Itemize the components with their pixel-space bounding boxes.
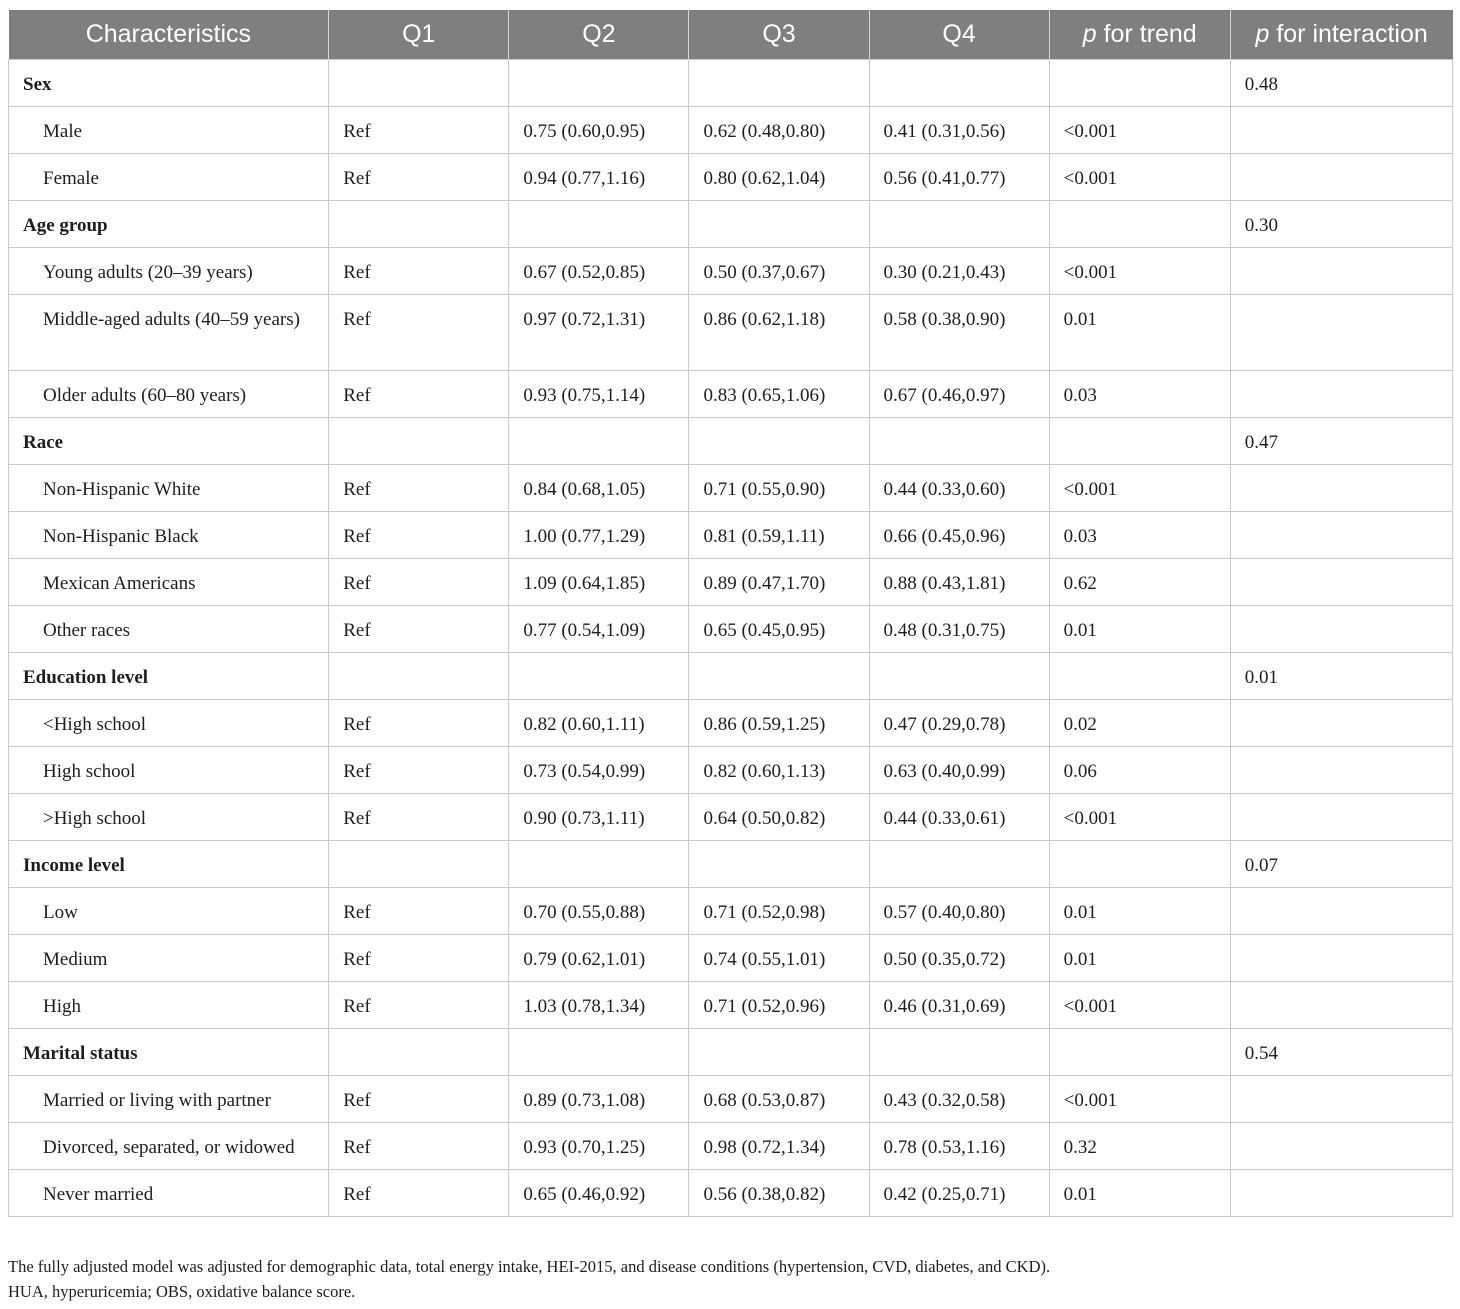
- table-cell: Ref: [329, 154, 509, 201]
- table-cell: 0.98 (0.72,1.34): [689, 1123, 869, 1170]
- table-cell: 0.77 (0.54,1.09): [509, 606, 689, 653]
- table-cell: <0.001: [1049, 794, 1230, 841]
- table-cell: [869, 1029, 1049, 1076]
- table-cell: 0.43 (0.32,0.58): [869, 1076, 1049, 1123]
- table-cell: 0.68 (0.53,0.87): [689, 1076, 869, 1123]
- table-cell: 0.02: [1049, 700, 1230, 747]
- column-header-3: [689, 10, 869, 60]
- table-cell: 0.73 (0.54,0.99): [509, 747, 689, 794]
- table-cell: [1230, 248, 1452, 295]
- column-header-label: Q4: [942, 20, 976, 48]
- row-label: Middle-aged adults (40–59 years): [9, 295, 329, 371]
- table-cell: 0.82 (0.60,1.13): [689, 747, 869, 794]
- table-cell: 0.89 (0.47,1.70): [689, 559, 869, 606]
- table-cell: 0.56 (0.41,0.77): [869, 154, 1049, 201]
- table-cell: [1230, 559, 1452, 606]
- table-cell: <0.001: [1049, 465, 1230, 512]
- table-cell: 0.01: [1049, 935, 1230, 982]
- table-cell: [869, 653, 1049, 700]
- column-header-label: Q1: [402, 20, 436, 48]
- table-cell: 0.64 (0.50,0.82): [689, 794, 869, 841]
- table-cell: [1230, 107, 1452, 154]
- table-cell: [1049, 1029, 1230, 1076]
- table-cell: 0.74 (0.55,1.01): [689, 935, 869, 982]
- table-cell: 0.62 (0.48,0.80): [689, 107, 869, 154]
- table-row: [9, 371, 1453, 418]
- row-label: Low: [9, 888, 329, 935]
- table-cell: [689, 841, 869, 888]
- column-header-label: Q3: [762, 20, 796, 48]
- table-cell: Ref: [329, 794, 509, 841]
- table-cell: 0.47 (0.29,0.78): [869, 700, 1049, 747]
- column-header-0: [9, 10, 329, 60]
- table-cell: 0.42 (0.25,0.71): [869, 1170, 1049, 1217]
- table-cell: [689, 1029, 869, 1076]
- table-row: [9, 1170, 1453, 1217]
- table-cell: 0.70 (0.55,0.88): [509, 888, 689, 935]
- table-body: [9, 60, 1453, 1217]
- table-cell: 0.65 (0.45,0.95): [689, 606, 869, 653]
- table-cell: 0.66 (0.45,0.96): [869, 512, 1049, 559]
- table-cell: [1230, 794, 1452, 841]
- table-cell: Ref: [329, 1123, 509, 1170]
- table-cell: 0.50 (0.37,0.67): [689, 248, 869, 295]
- table-cell: [689, 418, 869, 465]
- row-label: <High school: [9, 700, 329, 747]
- table-cell: <0.001: [1049, 107, 1230, 154]
- table-footnotes: [8, 1254, 1453, 1304]
- table-row: [9, 700, 1453, 747]
- table-cell: Ref: [329, 559, 509, 606]
- table-cell: 0.67 (0.46,0.97): [869, 371, 1049, 418]
- table-row: [9, 888, 1453, 935]
- table-cell: [1230, 606, 1452, 653]
- table-cell: 0.01: [1230, 653, 1452, 700]
- table-cell: [509, 653, 689, 700]
- table-cell: 0.01: [1049, 888, 1230, 935]
- table-cell: Ref: [329, 512, 509, 559]
- group-row: [9, 60, 1453, 107]
- row-label: Female: [9, 154, 329, 201]
- table-cell: [509, 201, 689, 248]
- results-table-container: [8, 10, 1453, 1217]
- table-cell: [869, 841, 1049, 888]
- column-header-label: Characteristics: [85, 20, 252, 48]
- table-cell: [1049, 841, 1230, 888]
- table-cell: 0.32: [1049, 1123, 1230, 1170]
- column-header-5: [1049, 10, 1230, 60]
- table-cell: 0.44 (0.33,0.60): [869, 465, 1049, 512]
- table-cell: <0.001: [1049, 1076, 1230, 1123]
- table-cell: [329, 1029, 509, 1076]
- table-row: [9, 559, 1453, 606]
- table-cell: <0.001: [1049, 982, 1230, 1029]
- row-label: Mexican Americans: [9, 559, 329, 606]
- table-row: [9, 512, 1453, 559]
- row-label: Marital status: [9, 1029, 329, 1076]
- row-label: Non-Hispanic White: [9, 465, 329, 512]
- row-label: Age group: [9, 201, 329, 248]
- table-cell: [1230, 371, 1452, 418]
- column-header-label: for trend: [1096, 20, 1197, 48]
- column-header-6: [1230, 10, 1452, 60]
- table-row: [9, 154, 1453, 201]
- table-cell: [1049, 418, 1230, 465]
- table-cell: [689, 653, 869, 700]
- table-cell: Ref: [329, 606, 509, 653]
- table-cell: 0.86 (0.62,1.18): [689, 295, 869, 371]
- table-cell: 0.01: [1049, 1170, 1230, 1217]
- table-cell: 0.47: [1230, 418, 1452, 465]
- table-cell: [1230, 465, 1452, 512]
- table-cell: 0.90 (0.73,1.11): [509, 794, 689, 841]
- table-cell: 0.30 (0.21,0.43): [869, 248, 1049, 295]
- table-cell: [509, 1029, 689, 1076]
- table-cell: Ref: [329, 700, 509, 747]
- table-cell: 0.57 (0.40,0.80): [869, 888, 1049, 935]
- footnote-adjustment: The fully adjusted model was adjusted for demographic data, total energy intake, HEI-2015, and disease conditions (hypertension, CVD, diabetes, and CKD).: [8, 1257, 1051, 1276]
- table-cell: <0.001: [1049, 248, 1230, 295]
- row-label: High: [9, 982, 329, 1029]
- table-cell: 0.93 (0.75,1.14): [509, 371, 689, 418]
- table-cell: 0.75 (0.60,0.95): [509, 107, 689, 154]
- table-cell: [1230, 1170, 1452, 1217]
- table-cell: [1049, 653, 1230, 700]
- table-row: [9, 1076, 1453, 1123]
- table-cell: 0.01: [1049, 295, 1230, 371]
- row-label: Sex: [9, 60, 329, 107]
- table-cell: 0.46 (0.31,0.69): [869, 982, 1049, 1029]
- table-cell: 0.30: [1230, 201, 1452, 248]
- table-cell: 0.50 (0.35,0.72): [869, 935, 1049, 982]
- table-cell: 1.09 (0.64,1.85): [509, 559, 689, 606]
- table-cell: Ref: [329, 982, 509, 1029]
- table-cell: Ref: [329, 295, 509, 371]
- table-cell: 0.48: [1230, 60, 1452, 107]
- table-cell: [689, 201, 869, 248]
- table-cell: [1230, 982, 1452, 1029]
- table-cell: 0.94 (0.77,1.16): [509, 154, 689, 201]
- footnote-abbreviations: HUA, hyperuricemia; OBS, oxidative balance score.: [8, 1282, 356, 1301]
- table-cell: 0.56 (0.38,0.82): [689, 1170, 869, 1217]
- table-row: [9, 295, 1453, 371]
- group-row: [9, 841, 1453, 888]
- table-cell: 0.01: [1049, 606, 1230, 653]
- table-cell: 0.03: [1049, 512, 1230, 559]
- row-label: Non-Hispanic Black: [9, 512, 329, 559]
- table-row: [9, 747, 1453, 794]
- column-header-4: [869, 10, 1049, 60]
- table-cell: 0.71 (0.52,0.96): [689, 982, 869, 1029]
- table-row: [9, 794, 1453, 841]
- group-row: [9, 1029, 1453, 1076]
- row-label: Income level: [9, 841, 329, 888]
- table-cell: 0.03: [1049, 371, 1230, 418]
- table-cell: [1230, 295, 1452, 371]
- table-cell: 0.82 (0.60,1.11): [509, 700, 689, 747]
- group-row: [9, 418, 1453, 465]
- table-cell: [1230, 935, 1452, 982]
- table-cell: [1230, 154, 1452, 201]
- table-cell: [1230, 888, 1452, 935]
- table-cell: 0.41 (0.31,0.56): [869, 107, 1049, 154]
- row-label: Divorced, separated, or widowed: [9, 1123, 329, 1170]
- table-cell: 0.83 (0.65,1.06): [689, 371, 869, 418]
- table-cell: [509, 841, 689, 888]
- table-cell: 0.79 (0.62,1.01): [509, 935, 689, 982]
- table-cell: [869, 201, 1049, 248]
- table-cell: <0.001: [1049, 154, 1230, 201]
- table-cell: 0.93 (0.70,1.25): [509, 1123, 689, 1170]
- table-cell: [689, 60, 869, 107]
- table-cell: [869, 60, 1049, 107]
- table-cell: [1230, 1076, 1452, 1123]
- table-cell: 0.89 (0.73,1.08): [509, 1076, 689, 1123]
- table-cell: 0.86 (0.59,1.25): [689, 700, 869, 747]
- column-header-label: Q2: [582, 20, 616, 48]
- table-cell: [329, 60, 509, 107]
- group-row: [9, 653, 1453, 700]
- table-cell: Ref: [329, 747, 509, 794]
- table-cell: Ref: [329, 465, 509, 512]
- table-cell: 0.84 (0.68,1.05): [509, 465, 689, 512]
- table-cell: 0.71 (0.52,0.98): [689, 888, 869, 935]
- table-cell: [1230, 1123, 1452, 1170]
- column-header-label: for interaction: [1269, 20, 1428, 48]
- table-cell: [1049, 60, 1230, 107]
- column-header-2: [509, 10, 689, 60]
- table-cell: [1230, 700, 1452, 747]
- table-cell: Ref: [329, 1170, 509, 1217]
- table-row: [9, 107, 1453, 154]
- column-header-italic: p: [1255, 20, 1270, 48]
- table-row: [9, 1123, 1453, 1170]
- table-cell: 1.03 (0.78,1.34): [509, 982, 689, 1029]
- table-cell: 0.07: [1230, 841, 1452, 888]
- table-cell: [1230, 512, 1452, 559]
- table-cell: [869, 418, 1049, 465]
- row-label: Education level: [9, 653, 329, 700]
- table-row: [9, 935, 1453, 982]
- header-row: [9, 10, 1453, 60]
- table-cell: 0.78 (0.53,1.16): [869, 1123, 1049, 1170]
- table-cell: [1230, 747, 1452, 794]
- table-cell: Ref: [329, 107, 509, 154]
- group-row: [9, 201, 1453, 248]
- table-cell: 0.65 (0.46,0.92): [509, 1170, 689, 1217]
- table-cell: Ref: [329, 888, 509, 935]
- row-label: Race: [9, 418, 329, 465]
- table-cell: [329, 418, 509, 465]
- table-cell: Ref: [329, 248, 509, 295]
- table-cell: [329, 201, 509, 248]
- table-row: [9, 248, 1453, 295]
- table-row: [9, 606, 1453, 653]
- table-cell: 0.54: [1230, 1029, 1452, 1076]
- column-header-1: [329, 10, 509, 60]
- table-cell: 0.44 (0.33,0.61): [869, 794, 1049, 841]
- table-cell: 0.71 (0.55,0.90): [689, 465, 869, 512]
- table-cell: 0.63 (0.40,0.99): [869, 747, 1049, 794]
- table-cell: [509, 60, 689, 107]
- row-label: Medium: [9, 935, 329, 982]
- table-cell: 0.48 (0.31,0.75): [869, 606, 1049, 653]
- table-cell: 0.67 (0.52,0.85): [509, 248, 689, 295]
- table-cell: [329, 841, 509, 888]
- table-cell: 0.81 (0.59,1.11): [689, 512, 869, 559]
- table-header: [9, 10, 1453, 60]
- row-label: Older adults (60–80 years): [9, 371, 329, 418]
- table-cell: [329, 653, 509, 700]
- row-label: High school: [9, 747, 329, 794]
- table-cell: Ref: [329, 1076, 509, 1123]
- table-cell: 0.88 (0.43,1.81): [869, 559, 1049, 606]
- table-cell: 1.00 (0.77,1.29): [509, 512, 689, 559]
- row-label: Never married: [9, 1170, 329, 1217]
- table-cell: 0.80 (0.62,1.04): [689, 154, 869, 201]
- table-cell: [1049, 201, 1230, 248]
- table-cell: Ref: [329, 371, 509, 418]
- table-cell: 0.58 (0.38,0.90): [869, 295, 1049, 371]
- results-table: [8, 10, 1453, 1217]
- column-header-italic: p: [1082, 20, 1097, 48]
- table-cell: Ref: [329, 935, 509, 982]
- table-cell: 0.97 (0.72,1.31): [509, 295, 689, 371]
- row-label: >High school: [9, 794, 329, 841]
- table-row: [9, 465, 1453, 512]
- table-cell: 0.62: [1049, 559, 1230, 606]
- row-label: Other races: [9, 606, 329, 653]
- table-cell: [509, 418, 689, 465]
- table-row: [9, 982, 1453, 1029]
- row-label: Married or living with partner: [9, 1076, 329, 1123]
- table-cell: 0.06: [1049, 747, 1230, 794]
- row-label: Male: [9, 107, 329, 154]
- row-label: Young adults (20–39 years): [9, 248, 329, 295]
